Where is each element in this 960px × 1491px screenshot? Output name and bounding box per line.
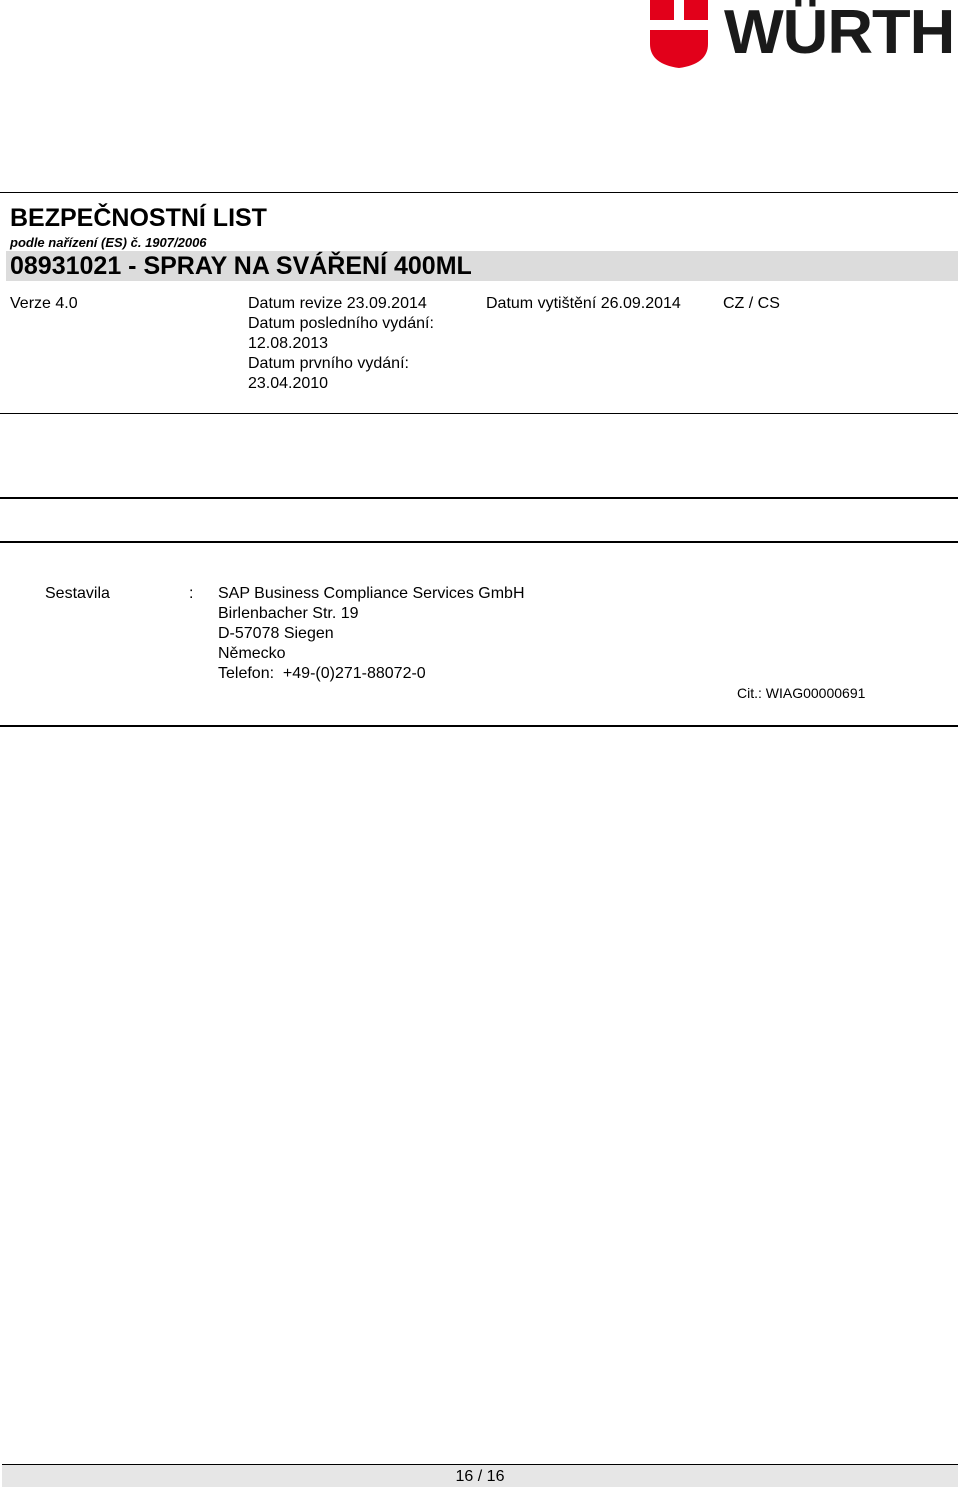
document-title: BEZPEČNOSTNÍ LIST xyxy=(10,204,267,232)
header-divider xyxy=(0,192,958,193)
compiler-line: Birlenbacher Str. 19 xyxy=(218,605,359,622)
compiler-line: Německo xyxy=(218,645,286,662)
compiler-phone: Telefon: +49-(0)271-88072-0 xyxy=(218,665,426,682)
section-divider-top xyxy=(0,497,958,499)
revision-date: Datum revize 23.09.2014 xyxy=(248,295,427,312)
logo-wordmark: WÜRTH xyxy=(724,0,955,67)
last-issue-label: Datum posledního vydání: xyxy=(248,315,434,332)
section-divider-bottom xyxy=(0,725,958,727)
version: Verze 4.0 xyxy=(10,295,78,312)
compiled-by-separator: : xyxy=(189,585,194,602)
print-date: Datum vytištění 26.09.2014 xyxy=(486,295,681,312)
page-number: 16 / 16 xyxy=(455,1468,505,1485)
citation-code: Cit.: WIAG00000691 xyxy=(737,685,866,701)
first-issue-date: 23.04.2010 xyxy=(248,375,329,392)
product-name: 08931021 - SPRAY NA SVÁŘENÍ 400ML xyxy=(10,252,472,280)
first-issue-label: Datum prvního vydání: xyxy=(248,355,409,372)
last-issue-date: 12.08.2013 xyxy=(248,335,329,352)
compiled-by-label: Sestavila xyxy=(45,585,110,602)
compiler-line: SAP Business Compliance Services GmbH xyxy=(218,585,525,602)
meta-divider xyxy=(0,413,958,414)
regulation-reference: podle nařízení (ES) č. 1907/2006 xyxy=(10,235,207,250)
section-divider-middle xyxy=(0,541,958,543)
language-code: CZ / CS xyxy=(723,295,780,312)
compiler-line: D-57078 Siegen xyxy=(218,625,334,642)
